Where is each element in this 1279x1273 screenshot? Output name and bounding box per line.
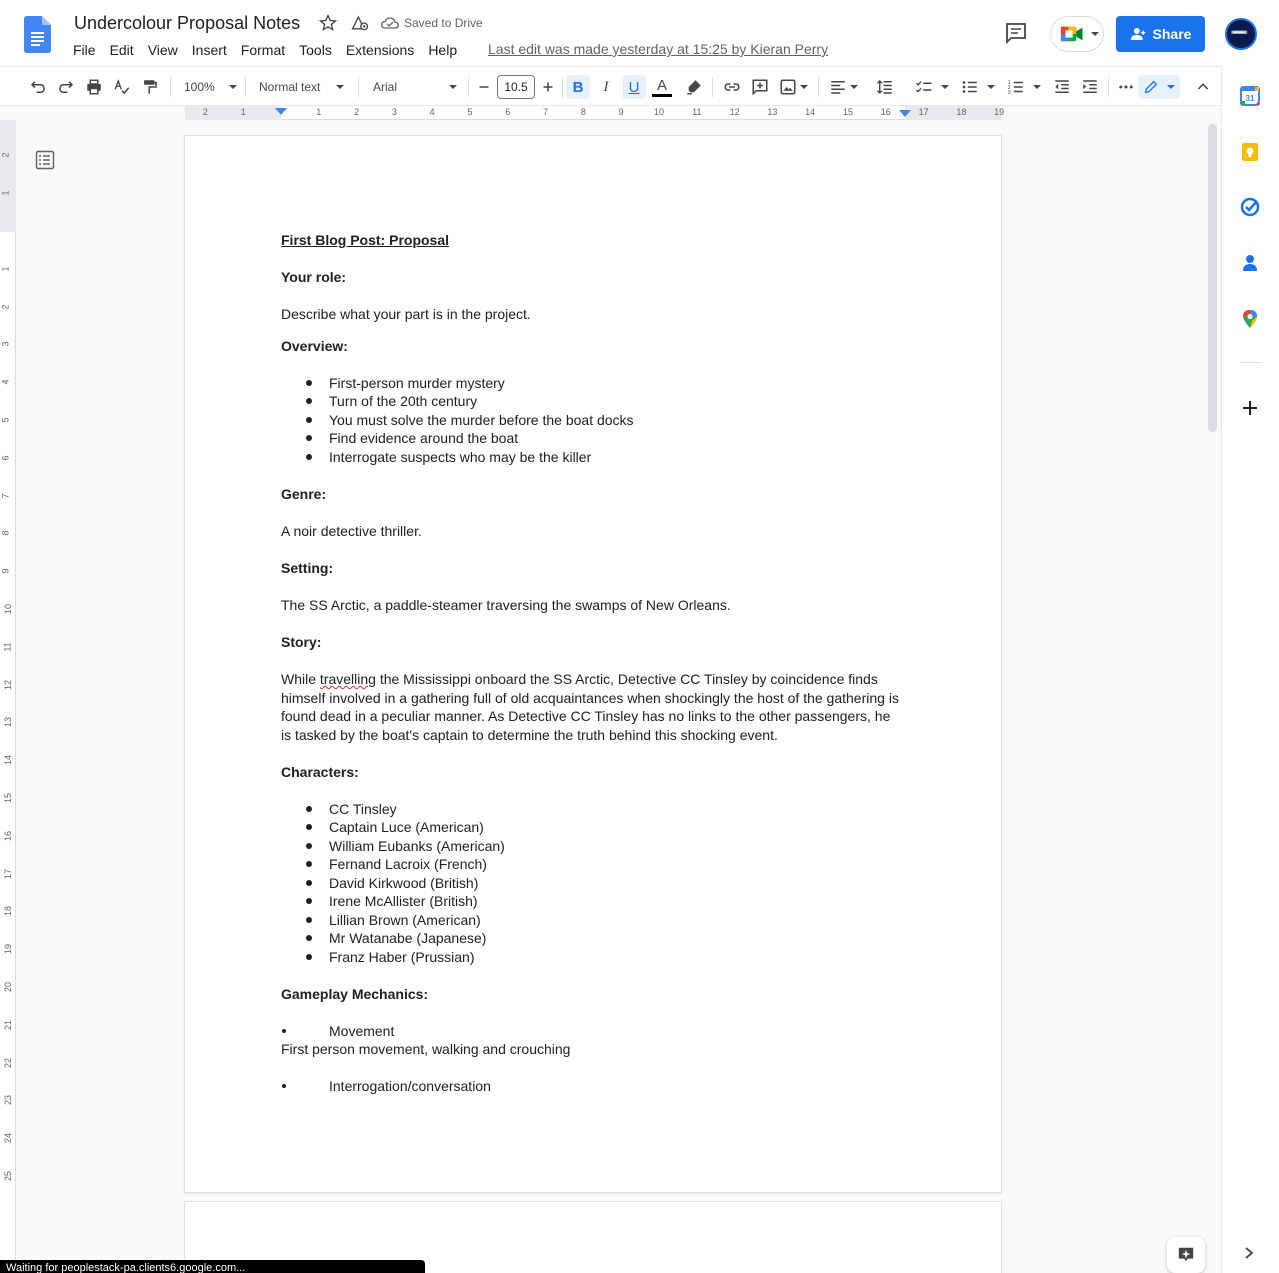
bulleted-list-caret-icon <box>987 85 995 89</box>
bulleted-list-button[interactable] <box>958 75 998 99</box>
ruler-left-margin <box>185 106 281 120</box>
vertical-ruler-tick-label: 11 <box>2 642 13 652</box>
editing-mode-button[interactable] <box>1138 75 1180 99</box>
zoom-select[interactable] <box>184 75 236 99</box>
ruler-top-margin <box>0 120 16 232</box>
overview-item[interactable]: Interrogate suspects who may be the killer <box>329 449 592 465</box>
maps-icon[interactable] <box>1240 309 1260 329</box>
share-label: Share <box>1152 26 1192 42</box>
docs-logo-icon[interactable] <box>24 16 51 53</box>
ruler-tick-label: 9 <box>618 107 624 117</box>
toolbar-divider <box>245 77 246 97</box>
mechanic-item[interactable]: Interrogation/conversation <box>329 1078 491 1094</box>
avatar-image <box>1227 20 1255 48</box>
character-item[interactable]: David Kirkwood (British) <box>329 875 479 891</box>
line-spacing-button[interactable] <box>872 75 898 99</box>
undo-icon <box>29 78 47 96</box>
more-options-button[interactable] <box>1114 75 1138 99</box>
vertical-ruler-tick-label: 10 <box>3 603 14 615</box>
vertical-ruler-tick-label: 17 <box>3 868 14 879</box>
setting-text[interactable]: The SS Arctic, a paddle-steamer traversing the swamps of New Orleans. <box>281 597 731 613</box>
highlighter-icon <box>685 78 703 96</box>
numbered-list-icon <box>1007 78 1025 96</box>
side-panel <box>1221 66 1279 1273</box>
highlight-button[interactable] <box>682 75 706 99</box>
app-header <box>0 0 1279 66</box>
mechanics-heading[interactable]: Gameplay Mechanics: <box>281 986 429 1002</box>
bulleted-list-icon <box>961 78 979 96</box>
bullet-icon <box>306 398 312 404</box>
left-indent-marker-icon[interactable] <box>275 108 287 118</box>
character-item[interactable]: Lillian Brown (American) <box>329 912 481 928</box>
explore-button[interactable] <box>1167 1237 1205 1273</box>
calendar-icon[interactable] <box>1240 86 1260 106</box>
bullet-icon <box>306 806 312 812</box>
checklist-caret-icon <box>941 85 949 89</box>
character-item[interactable]: Captain Luce (American) <box>329 819 484 835</box>
story-text: the Mississippi onboard the SS Arctic, Detective CC Tinsley by coincidence finds <box>375 671 878 687</box>
overview-item[interactable]: Turn of the 20th century <box>329 393 478 409</box>
bullet-icon <box>306 954 312 960</box>
tasks-icon[interactable] <box>1240 197 1260 217</box>
plus-icon <box>542 81 554 93</box>
move-to-folder-icon[interactable] <box>350 13 370 33</box>
image-icon <box>779 78 797 96</box>
print-icon <box>85 78 103 96</box>
character-item[interactable]: Irene McAllister (British) <box>329 893 478 909</box>
increase-indent-button[interactable] <box>1078 75 1102 99</box>
ruler-tick-label: 2 <box>202 107 208 117</box>
character-item[interactable]: William Eubanks (American) <box>329 838 505 854</box>
undo-button[interactable] <box>26 75 50 99</box>
bullet-icon <box>282 1029 286 1033</box>
bullet-icon <box>306 917 312 923</box>
bullet-icon <box>306 880 312 886</box>
vertical-ruler-tick-label: 19 <box>3 944 14 955</box>
vertical-ruler-tick-label: 25 <box>3 1170 14 1182</box>
add-person-icon <box>1130 27 1147 41</box>
font-select[interactable] <box>373 75 463 99</box>
image-caret-icon <box>800 85 808 89</box>
menu-extensions[interactable]: Extensions <box>345 42 415 58</box>
share-button[interactable] <box>1116 16 1205 52</box>
vertical-ruler-tick-label: 8 <box>0 530 11 536</box>
right-indent-marker-icon[interactable] <box>899 110 911 120</box>
explore-sparkle-icon <box>1177 1246 1195 1264</box>
zoom-value: 100% <box>184 80 215 94</box>
insert-image-button[interactable] <box>776 75 810 99</box>
style-value: Normal text <box>259 80 321 94</box>
align-left-icon <box>829 78 847 96</box>
star-icon[interactable] <box>318 13 338 33</box>
vertical-ruler-tick-label: 4 <box>0 379 11 385</box>
numbered-list-button[interactable] <box>1004 75 1044 99</box>
vertical-ruler-tick-label: 22 <box>3 1057 14 1068</box>
document-scrollbar[interactable] <box>1208 124 1217 432</box>
ruler-tick-label: 14 <box>805 107 816 117</box>
ruler-tick-label: 16 <box>880 107 891 117</box>
character-item[interactable]: Franz Haber (Prussian) <box>329 949 475 965</box>
decrease-indent-button[interactable] <box>1050 75 1074 99</box>
menu-file[interactable]: File <box>73 42 96 58</box>
vertical-ruler-tick-label: 18 <box>3 906 14 917</box>
character-item[interactable]: Mr Watanabe (Japanese) <box>329 930 487 946</box>
ruler-tick-label: 18 <box>956 107 967 117</box>
document-title-heading[interactable]: First Blog Post: Proposal <box>281 232 450 248</box>
menu-help[interactable]: Help <box>428 42 458 58</box>
toolbar-divider <box>818 77 819 97</box>
vertical-ruler-tick-label: 9 <box>0 568 11 574</box>
ruler-tick-label: 5 <box>467 107 473 117</box>
mechanic-description[interactable]: First person movement, walking and crouching <box>281 1041 571 1057</box>
svg-text:1: 1 <box>1007 80 1011 86</box>
overview-item[interactable]: Find evidence around the boat <box>329 430 519 446</box>
characters-heading[interactable]: Characters: <box>281 764 359 780</box>
spellcheck-button[interactable] <box>110 75 134 99</box>
meet-dropdown-caret <box>1091 32 1099 36</box>
add-comment-icon <box>751 78 769 96</box>
ruler-tick-label: 11 <box>692 107 702 117</box>
story-line[interactable] <box>281 670 878 689</box>
overview-item[interactable]: You must solve the murder before the boat docks <box>329 412 634 428</box>
svg-text:2: 2 <box>1007 84 1011 91</box>
underline-button[interactable]: U <box>622 75 646 99</box>
ruler-tick-label: 3 <box>391 107 397 117</box>
chevron-right-icon[interactable] <box>1242 1246 1256 1260</box>
meet-button[interactable] <box>1050 16 1104 52</box>
add-addon-icon[interactable] <box>1240 398 1260 418</box>
vertical-ruler-tick-label: 3 <box>0 341 11 347</box>
ruler-tick-label: 6 <box>505 107 511 117</box>
paint-format-icon <box>141 78 159 96</box>
vertical-ruler-tick-label: 5 <box>0 417 11 423</box>
ruler-tick-label: 19 <box>994 107 1005 117</box>
genre-heading[interactable]: Genre: <box>281 486 327 502</box>
formatting-toolbar <box>0 66 1221 106</box>
toolbar-divider <box>712 77 713 97</box>
italic-button[interactable]: I <box>603 78 609 95</box>
cloud-saved-icon <box>380 14 400 32</box>
font-caret-icon <box>449 85 457 89</box>
ruler-tick-label: 4 <box>429 107 435 117</box>
menu-tools[interactable]: Tools <box>299 42 332 58</box>
vertical-ruler-tick-label: 2 <box>0 304 11 310</box>
style-caret-icon <box>336 85 344 89</box>
bullet-icon <box>306 935 312 941</box>
toolbar-divider <box>562 77 563 97</box>
ruler-tick-label: 1 <box>316 107 322 117</box>
toolbar-divider <box>358 77 359 97</box>
save-status: Saved to Drive <box>404 16 483 30</box>
insert-link-button[interactable] <box>720 75 744 99</box>
document-outline-icon[interactable] <box>35 150 55 170</box>
overview-heading[interactable]: Overview: <box>281 338 348 354</box>
bullet-icon <box>306 454 312 460</box>
paint-format-button[interactable] <box>138 75 162 99</box>
svg-text:31: 31 <box>1245 94 1255 103</box>
menu-bar <box>66 40 464 60</box>
vertical-ruler-tick-label: 2 <box>0 152 11 158</box>
ruler-tick-label: 2 <box>354 107 360 117</box>
bullet-icon <box>306 861 312 867</box>
setting-heading[interactable]: Setting: <box>281 560 334 576</box>
story-heading[interactable]: Story: <box>281 634 322 650</box>
text-color-swatch <box>652 94 672 97</box>
vertical-ruler[interactable] <box>0 120 16 1260</box>
role-text[interactable]: Describe what your part is in the project. <box>281 306 531 322</box>
checklist-button[interactable] <box>912 75 952 99</box>
vertical-ruler-tick-label: 16 <box>3 830 14 841</box>
pencil-icon <box>1143 79 1159 95</box>
increase-font-size-button[interactable] <box>538 75 558 99</box>
account-avatar[interactable] <box>1225 18 1257 50</box>
mechanic-item[interactable]: Movement <box>329 1023 395 1039</box>
vertical-ruler-tick-label: 1 <box>0 190 11 196</box>
vertical-ruler-tick-label: 1 <box>0 266 11 272</box>
text-color-label: A <box>656 76 667 94</box>
text-color-button[interactable] <box>650 75 674 99</box>
checklist-icon <box>915 78 933 96</box>
character-item[interactable]: CC Tinsley <box>329 801 397 817</box>
minus-icon <box>478 81 490 93</box>
vertical-ruler-tick-label: 21 <box>3 1019 14 1030</box>
hide-menus-button[interactable] <box>1192 75 1214 99</box>
redo-button[interactable] <box>54 75 78 99</box>
document-page[interactable] <box>185 136 1001 1192</box>
decrease-indent-icon <box>1053 78 1071 96</box>
redo-icon <box>57 78 75 96</box>
bullet-icon <box>306 824 312 830</box>
story-line[interactable]: himself involved in a gathering full of old acquaintances when shockingly the host of the gathering is <box>281 690 899 706</box>
genre-text[interactable]: A noir detective thriller. <box>281 523 422 539</box>
zoom-caret-icon <box>229 85 237 89</box>
bullet-icon <box>282 1084 286 1088</box>
bullet-icon <box>306 843 312 849</box>
character-item[interactable]: Fernand Lacroix (French) <box>329 856 487 872</box>
ruler-tick-label: 12 <box>729 107 740 117</box>
vertical-ruler-tick-label: 15 <box>3 792 14 804</box>
vertical-ruler-tick-label: 24 <box>3 1133 14 1144</box>
toolbar-divider <box>1108 77 1109 97</box>
add-comment-button[interactable] <box>748 75 772 99</box>
ruler-tick-label: 10 <box>653 107 665 117</box>
ruler-tick-label: 1 <box>240 107 246 117</box>
toolbar-divider <box>170 77 171 97</box>
ruler-tick-label: 8 <box>580 107 586 117</box>
ruler-tick-label: 17 <box>918 107 929 117</box>
comment-history-icon[interactable] <box>1004 22 1028 44</box>
line-spacing-icon <box>876 78 894 96</box>
bullet-icon <box>306 417 312 423</box>
style-select[interactable] <box>259 75 349 99</box>
bullet-icon <box>306 898 312 904</box>
bold-button[interactable]: B <box>566 75 590 99</box>
overview-item[interactable]: First-person murder mystery <box>329 375 505 391</box>
menu-edit[interactable]: Edit <box>109 42 134 58</box>
link-icon <box>723 78 741 96</box>
more-horizontal-icon <box>1117 78 1135 96</box>
document-title[interactable]: Undercolour Proposal Notes <box>74 13 301 33</box>
story-line[interactable]: is tasked by the boat's captain to determine the truth behind this shocking event. <box>281 727 778 743</box>
chevron-up-icon <box>1195 79 1211 95</box>
menu-format[interactable]: Format <box>240 42 286 58</box>
font-value: Arial <box>373 80 398 94</box>
svg-text:3: 3 <box>1007 89 1011 96</box>
decrease-font-size-button[interactable] <box>474 75 494 99</box>
spellcheck-icon <box>113 78 131 96</box>
misspelled-word[interactable]: travelling <box>319 671 376 687</box>
vertical-ruler-tick-label: 6 <box>0 455 11 461</box>
story-line[interactable]: found dead in a peculiar manner. As Detective CC Tinsley has no links to the other passengers, he <box>281 708 891 724</box>
ruler-tick-label: 13 <box>767 107 778 117</box>
align-button[interactable] <box>826 75 860 99</box>
side-panel-divider <box>1240 362 1262 363</box>
story-text: While <box>281 671 320 687</box>
ruler-tick-label: 7 <box>543 107 549 117</box>
vertical-ruler-tick-label: 13 <box>3 717 14 728</box>
bullet-icon <box>306 435 312 441</box>
menu-view[interactable]: View <box>147 42 178 58</box>
align-caret-icon <box>850 85 858 89</box>
print-button[interactable] <box>82 75 106 99</box>
vertical-ruler-tick-label: 14 <box>3 755 14 766</box>
vertical-ruler-tick-label: 20 <box>3 981 14 993</box>
role-heading[interactable]: Your role: <box>281 269 347 285</box>
meet-icon <box>1060 25 1087 43</box>
menu-insert[interactable]: Insert <box>191 42 227 58</box>
last-edit-link[interactable]: Last edit was made yesterday at 15:25 by Kieran Perry <box>488 41 829 57</box>
increase-indent-icon <box>1081 78 1099 96</box>
browser-status-bar: Waiting for peoplestack-pa.clients6.google.com... <box>0 1260 425 1273</box>
vertical-ruler-tick-label: 23 <box>3 1095 14 1106</box>
ruler-tick-label: 15 <box>842 107 854 117</box>
bullet-icon <box>306 380 312 386</box>
horizontal-ruler[interactable] <box>185 106 1005 120</box>
vertical-ruler-tick-label: 7 <box>0 493 11 499</box>
contacts-icon[interactable] <box>1240 253 1260 273</box>
font-size-input[interactable]: 10.5 <box>497 75 535 99</box>
vertical-ruler-tick-label: 12 <box>3 679 14 690</box>
toolbar-divider <box>468 77 469 97</box>
editing-mode-caret-icon <box>1167 85 1175 89</box>
keep-icon[interactable] <box>1240 142 1260 162</box>
numbered-list-caret-icon <box>1033 85 1041 89</box>
